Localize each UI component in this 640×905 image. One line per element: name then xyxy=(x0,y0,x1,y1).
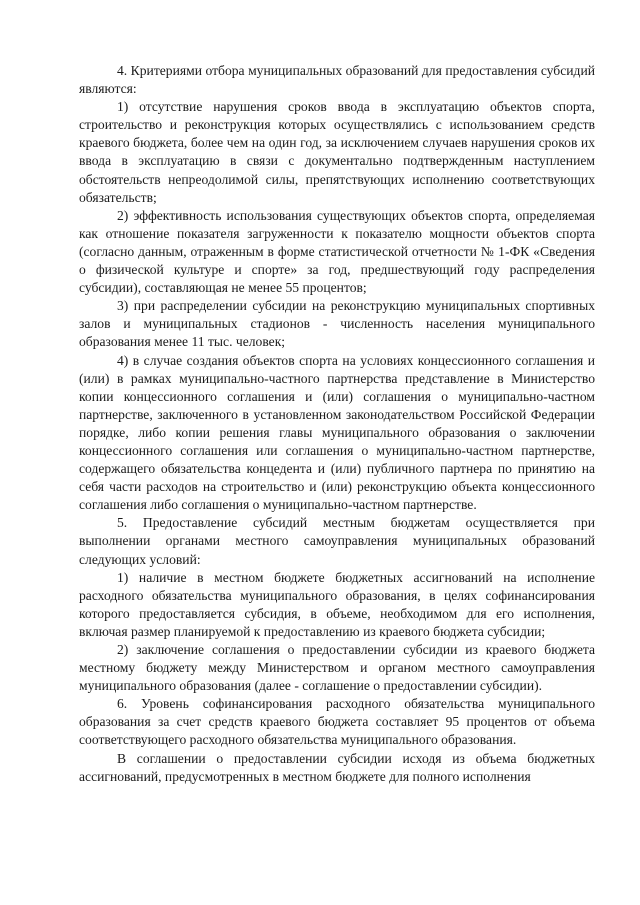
paragraph-conditions: 5. Предоставление субсидий местным бюджетам осуществляется при выполнении органами местного самоуправления муниципальных образований следующих условий: xyxy=(79,515,595,567)
document-body xyxy=(79,62,595,786)
paragraph-criterion-4: 4) в случае создания объектов спорта на условиях концессионного соглашения и (или) в рамках муниципально-частного партнерства представление в Министерство копии концессионного соглашения и (или) соглашения о муниципально-частном партнерстве, заключенного в установленном законодательством Российской Федерации порядке, либо копии решения главы муниципального образования о заключении концессионного соглашения или соглашения о муниципально-частном партнерстве, содержащего обязательства концедента и (или) публичного партнера по принятию на себя части расходов на строительство и (или) реконструкцию объекта концессионного соглашения либо соглашения о муниципально-частном партнерстве. xyxy=(79,352,595,513)
paragraph-condition-2: 2) заключение соглашения о предоставлении субсидии из краевого бюджета местному бюджету между Министерством и органом местного самоуправления муниципального образования (далее - соглашение о предоставлении субсидии). xyxy=(79,642,595,694)
paragraph-criterion-3: 3) при распределении субсидии на реконструкцию муниципальных спортивных залов и муниципальных стадионов - численность населения муниципального образования менее 11 тыс. человек; xyxy=(79,298,595,350)
paragraph-selection-criteria: 4. Критериями отбора муниципальных образований для предоставления субсидий являются: xyxy=(79,63,595,97)
paragraph-condition-1: 1) наличие в местном бюджете бюджетных ассигнований на исполнение расходного обязательства муниципального образования, в целях софинансирования которого предоставляется субсидия, в объеме, необходимом для его исполнения, включая размер планируемой к предоставлению из краевого бюджета субсидии; xyxy=(79,569,595,639)
paragraph-criterion-1: 1) отсутствие нарушения сроков ввода в эксплуатацию объектов спорта, строительство и реконструкция которых осуществлялись с использованием средств краевого бюджета, более чем на один год, за исключением случаев нарушения сроков их ввода в эксплуатацию в связи с документально подтвержденным наступлением обстоятельств непреодолимой силы, препятствующих исполнению соответствующих обязательств; xyxy=(79,99,595,205)
paragraph-agreement: В соглашении о предоставлении субсидии исходя из объема бюджетных ассигнований, предусмотренных в местном бюджете для полного исполнения xyxy=(79,750,595,784)
paragraph-criterion-2: 2) эффективность использования существующих объектов спорта, определяемая как отношение показателя загруженности к показателю мощности объектов спорта (согласно данным, отраженным в форме статистической отчетности № 1-ФК «Сведения о физической культуре и спорте» за год, предшествующий году распределения субсидии), составляющая не менее 55 процентов; xyxy=(79,207,595,296)
paragraph-cofinancing-level: 6. Уровень софинансирования расходного обязательства муниципального образования за счет средств краевого бюджета составляет 95 процентов от объема соответствующего расходного обязательства муниципального образования. xyxy=(79,696,595,748)
